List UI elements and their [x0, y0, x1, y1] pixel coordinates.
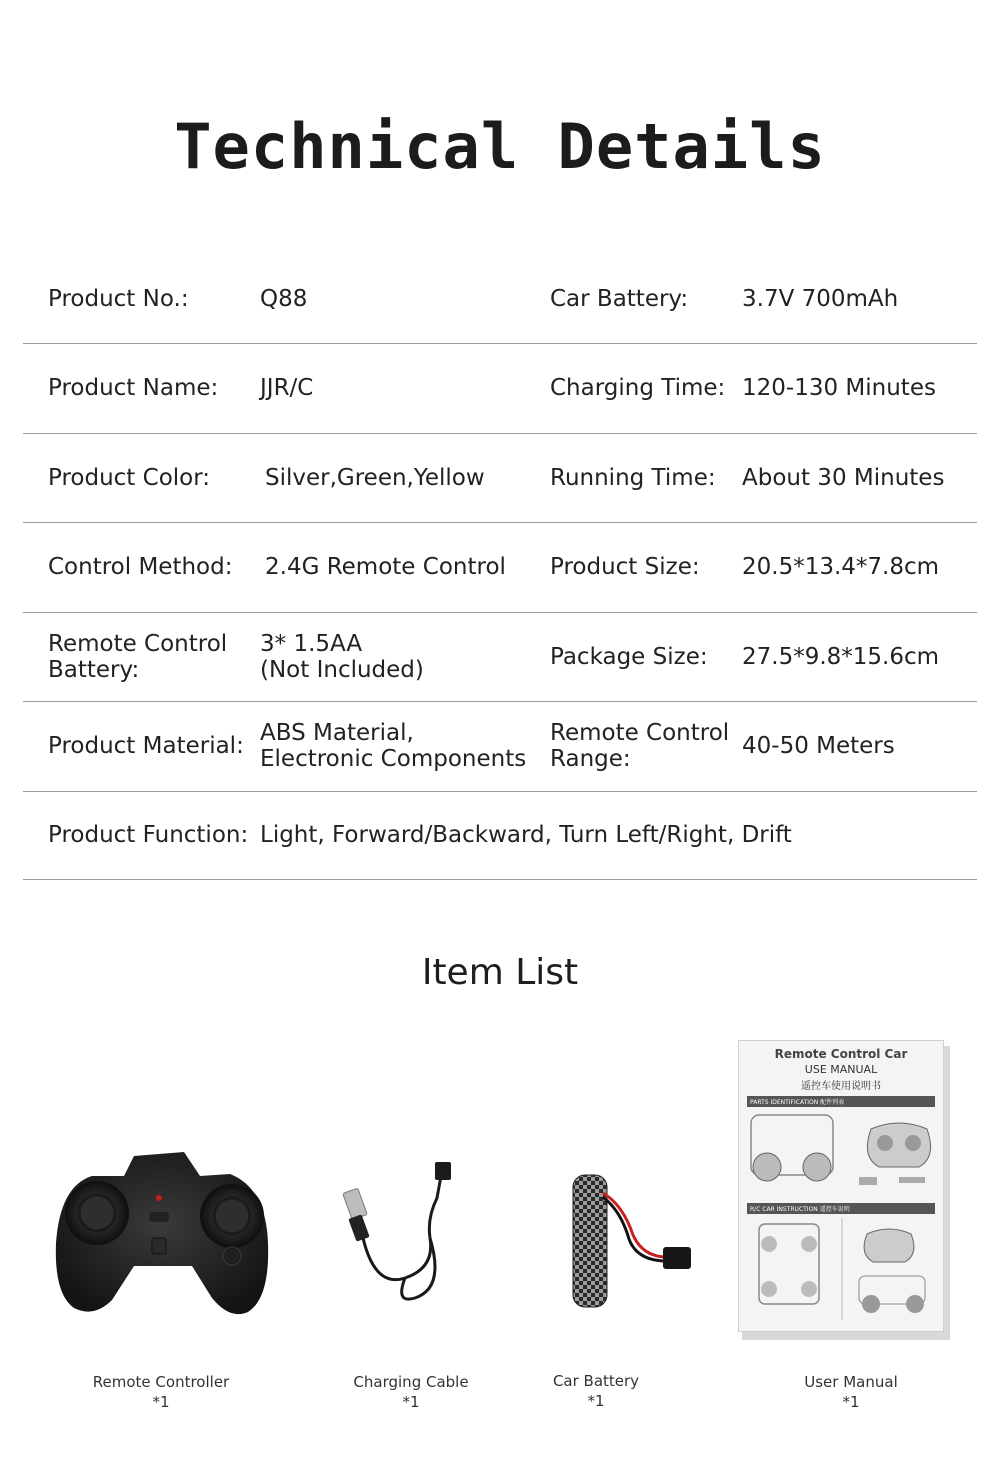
- spec-value-line: Electronic Components: [260, 746, 527, 773]
- spec-label: [48, 613, 258, 702]
- spec-value-line: 3* 1.5AA: [260, 630, 363, 657]
- spec-value: [260, 613, 550, 702]
- item-name: User Manual: [804, 1373, 898, 1391]
- spec-label: Charging Time:: [550, 375, 726, 402]
- spec-row: [23, 613, 977, 703]
- remote-controller-icon: [52, 1148, 272, 1318]
- spec-label: Running Time:: [550, 464, 716, 491]
- charging-cable-icon: [335, 1158, 485, 1318]
- car-battery-icon: [563, 1165, 703, 1315]
- item-list-title: Item List: [421, 952, 579, 993]
- item-caption: [526, 1371, 666, 1411]
- spec-row: [23, 523, 977, 613]
- page-title: Technical Details: [174, 110, 826, 183]
- spec-row: [23, 702, 977, 792]
- user-manual-image: [738, 1040, 950, 1340]
- spec-value: 2.4G Remote Control: [265, 554, 506, 581]
- spec-label: Product Material:: [48, 733, 244, 760]
- manual-section: R/C CAR INSTRUCTION 遥控车说明: [747, 1203, 935, 1214]
- spec-value-line: ABS Material,: [260, 720, 414, 747]
- item-qty: *1: [152, 1393, 170, 1411]
- manual-subtitle: USE MANUAL: [804, 1063, 878, 1076]
- charging-cable-image: [335, 1158, 485, 1318]
- manual-instruction-illustration: [739, 1214, 944, 1324]
- manual-subtitle-cn: 遥控车使用说明书: [801, 1081, 881, 1092]
- item-name: Car Battery: [552, 1372, 640, 1390]
- manual-page: [738, 1040, 944, 1332]
- spec-label: Product Color:: [48, 464, 211, 491]
- spec-label: Product Size:: [550, 554, 700, 581]
- item-caption: [771, 1372, 931, 1412]
- item-caption: [331, 1372, 491, 1412]
- spec-label-line: Range:: [550, 746, 631, 773]
- spec-value-line: (Not Included): [260, 656, 424, 683]
- item-caption: [61, 1372, 261, 1412]
- spec-label-line: Remote Control: [48, 630, 228, 657]
- item-qty: *1: [587, 1392, 605, 1410]
- spec-value: 27.5*9.8*15.6cm: [742, 643, 940, 670]
- spec-row: [23, 344, 977, 434]
- specs-table: [23, 255, 977, 880]
- spec-value: 120-130 Minutes: [742, 375, 936, 402]
- car-battery-image: [563, 1165, 703, 1315]
- spec-value: 3.7V 700mAh: [742, 286, 899, 312]
- item-name: Charging Cable: [353, 1373, 469, 1391]
- spec-label: Package Size:: [550, 643, 708, 670]
- item-qty: *1: [842, 1393, 860, 1411]
- spec-value: Q88: [260, 286, 308, 312]
- item-qty: *1: [402, 1393, 420, 1411]
- spec-row: [23, 434, 977, 524]
- spec-value: About 30 Minutes: [742, 464, 945, 491]
- spec-value: 40-50 Meters: [742, 733, 895, 760]
- spec-label: Product No.:: [48, 286, 189, 312]
- spec-value: Silver,Green,Yellow: [265, 464, 485, 491]
- spec-value: [260, 702, 550, 791]
- spec-label: Product Name:: [48, 375, 219, 402]
- spec-label: [550, 702, 740, 791]
- item-name: Remote Controller: [92, 1373, 230, 1391]
- spec-label: Product Function:: [48, 822, 249, 848]
- spec-row: [23, 255, 977, 344]
- spec-label: Control Method:: [48, 554, 233, 581]
- spec-value: 20.5*13.4*7.8cm: [742, 554, 940, 581]
- manual-section: PARTS IDENTIFICATION 配件列表: [747, 1096, 935, 1107]
- spec-value: Light, Forward/Backward, Turn Left/Right, Drift: [260, 822, 792, 848]
- spec-label: Car Battery:: [550, 286, 689, 312]
- spec-value: JJR/C: [260, 375, 314, 402]
- spec-row: [23, 792, 977, 880]
- manual-brand: Remote Control Car: [774, 1047, 908, 1061]
- remote-controller-image: [52, 1148, 272, 1318]
- spec-label-line: Remote Control: [550, 720, 730, 747]
- spec-label-line: Battery:: [48, 656, 140, 683]
- manual-parts-illustration: [739, 1107, 944, 1197]
